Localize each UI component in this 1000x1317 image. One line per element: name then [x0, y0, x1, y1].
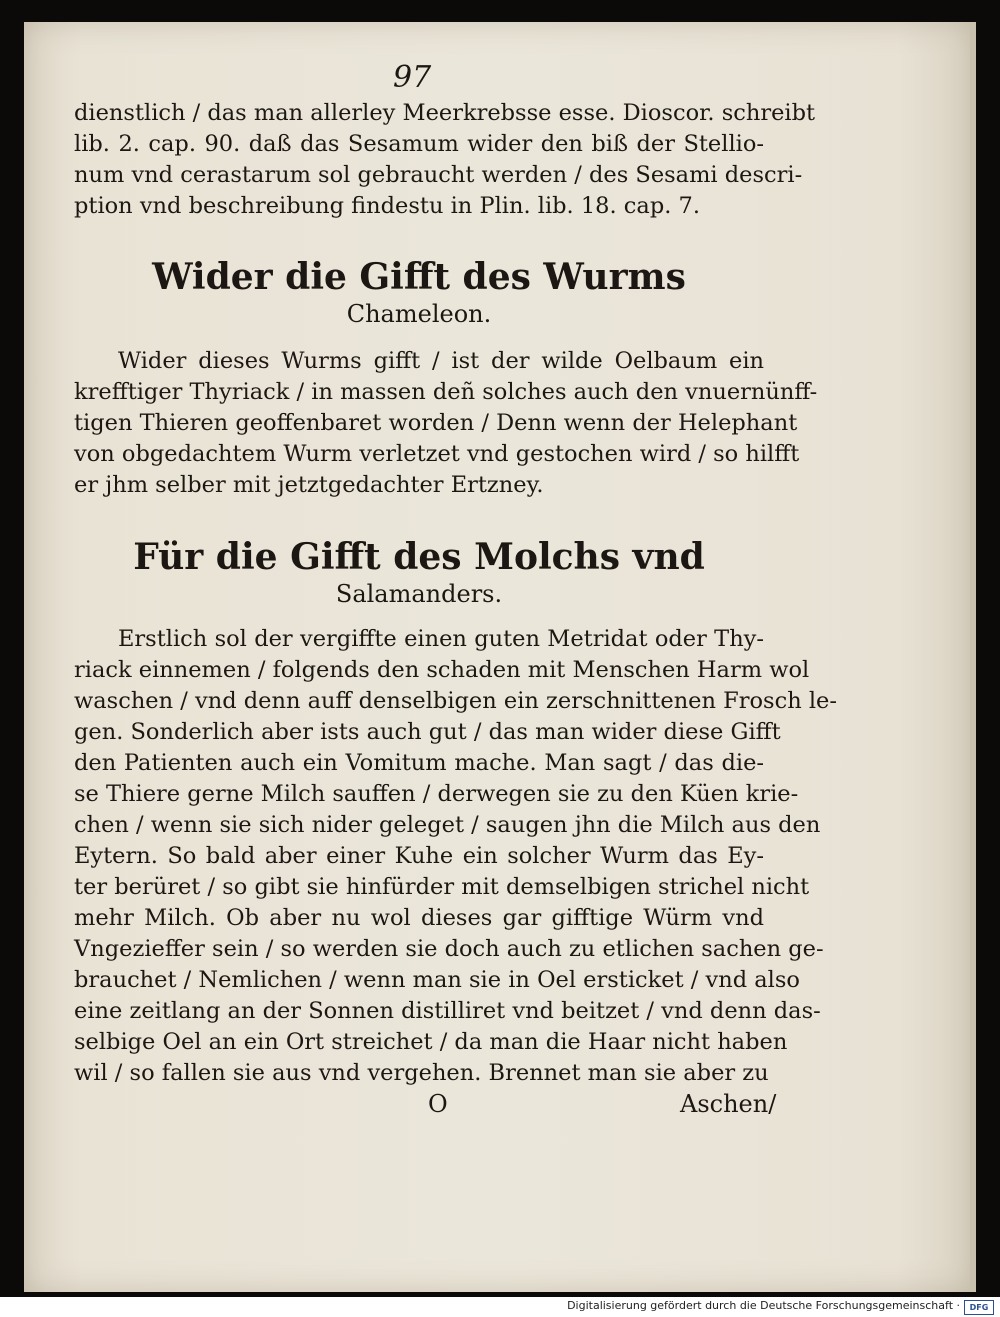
footer-bar [0, 1297, 1000, 1317]
text-line: waschen / vnd denn auff denselbigen ein zerschnittenen Frosch le- [74, 688, 837, 714]
text-line: Vngezieffer sein / so werden sie doch auch zu etlichen sachen ge- [74, 936, 824, 962]
signature-mark: O [428, 1090, 448, 1118]
section-heading-salamander [74, 535, 764, 609]
text-line: ption vnd beschreibung findestu in Plin. lib. 18. cap. 7. [74, 193, 700, 219]
text-line: se Thiere gerne Milch sauffen / derwegen sie zu den Küen krie- [74, 781, 799, 807]
heading-subline: Chameleon. [346, 300, 492, 328]
text-line: selbige Oel an ein Ort streichet / da man die Haar nicht haben [74, 1029, 788, 1055]
text-line: wil / so fallen sie aus vnd vergehen. Brennet man sie aber zu [74, 1060, 769, 1086]
section-heading-chameleon [74, 255, 764, 329]
text-line: num vnd cerastarum sol gebraucht werden / des Sesami descri- [74, 162, 803, 188]
paragraph-2 [74, 346, 818, 501]
dfg-logo: DFG [964, 1300, 994, 1315]
text-line: dienstlich / das man allerley Meerkrebsse esse. Dioscor. schreibt [74, 100, 816, 126]
text-line: krefftiger Thyriack / in massen deñ solches auch den vnuernünff- [74, 379, 818, 405]
text-line: Eytern. So bald aber einer Kuhe ein solcher Wurm das Ey- [74, 843, 764, 869]
paragraph-1 [74, 98, 816, 222]
text-line: chen / wenn sie sich nider geleget / saugen jhn die Milch aus den [74, 812, 821, 838]
heading-line: Für die Gifft des Molchs vnd [133, 536, 705, 578]
heading-line: Wider die Gifft des Wurms [152, 256, 686, 298]
page-edge [970, 22, 976, 1292]
text-line: ter berüret / so gibt sie hinfürder mit demselbigen strichel nicht [74, 874, 810, 900]
text-line: von obgedachtem Wurm verletzet vnd gestochen wird / so hilfft [74, 441, 800, 467]
text-line: Erstlich sol der vergiffte einen guten Metridat oder Thy- [118, 626, 764, 652]
text-line: Wider dieses Wurms gifft / ist der wilde Oelbaum ein [118, 348, 764, 374]
text-line: eine zeitlang an der Sonnen distilliret vnd beitzet / vnd denn das- [74, 998, 821, 1024]
text-line: tigen Thieren geoffenbaret worden / Denn wenn der Helephant [74, 410, 798, 436]
text-line: lib. 2. cap. 90. daß das Sesamum wider den biß der Stellio- [74, 131, 764, 157]
page-number: 97 [393, 60, 432, 95]
text-line: er jhm selber mit jetztgedachter Ertzney. [74, 472, 544, 498]
text-line: brauchet / Nemlichen / wenn man sie in Oel ersticket / vnd also [74, 967, 800, 993]
text-line: den Patienten auch ein Vomitum mache. Man sagt / das die- [74, 750, 764, 776]
heading-subline: Salamanders. [335, 580, 503, 608]
text-line: gen. Sonderlich aber ists auch gut / das man wider diese Gifft [74, 719, 781, 745]
footer-credit: Digitalisierung gefördert durch die Deutsche Forschungsgemeinschaft · [567, 1299, 960, 1312]
catchword: Aschen/ [680, 1090, 777, 1118]
text-line: mehr Milch. Ob aber nu wol dieses gar gifftige Würm vnd [74, 905, 764, 931]
text-line: riack einnemen / folgends den schaden mit Menschen Harm wol [74, 657, 810, 683]
paragraph-3 [74, 624, 837, 1089]
